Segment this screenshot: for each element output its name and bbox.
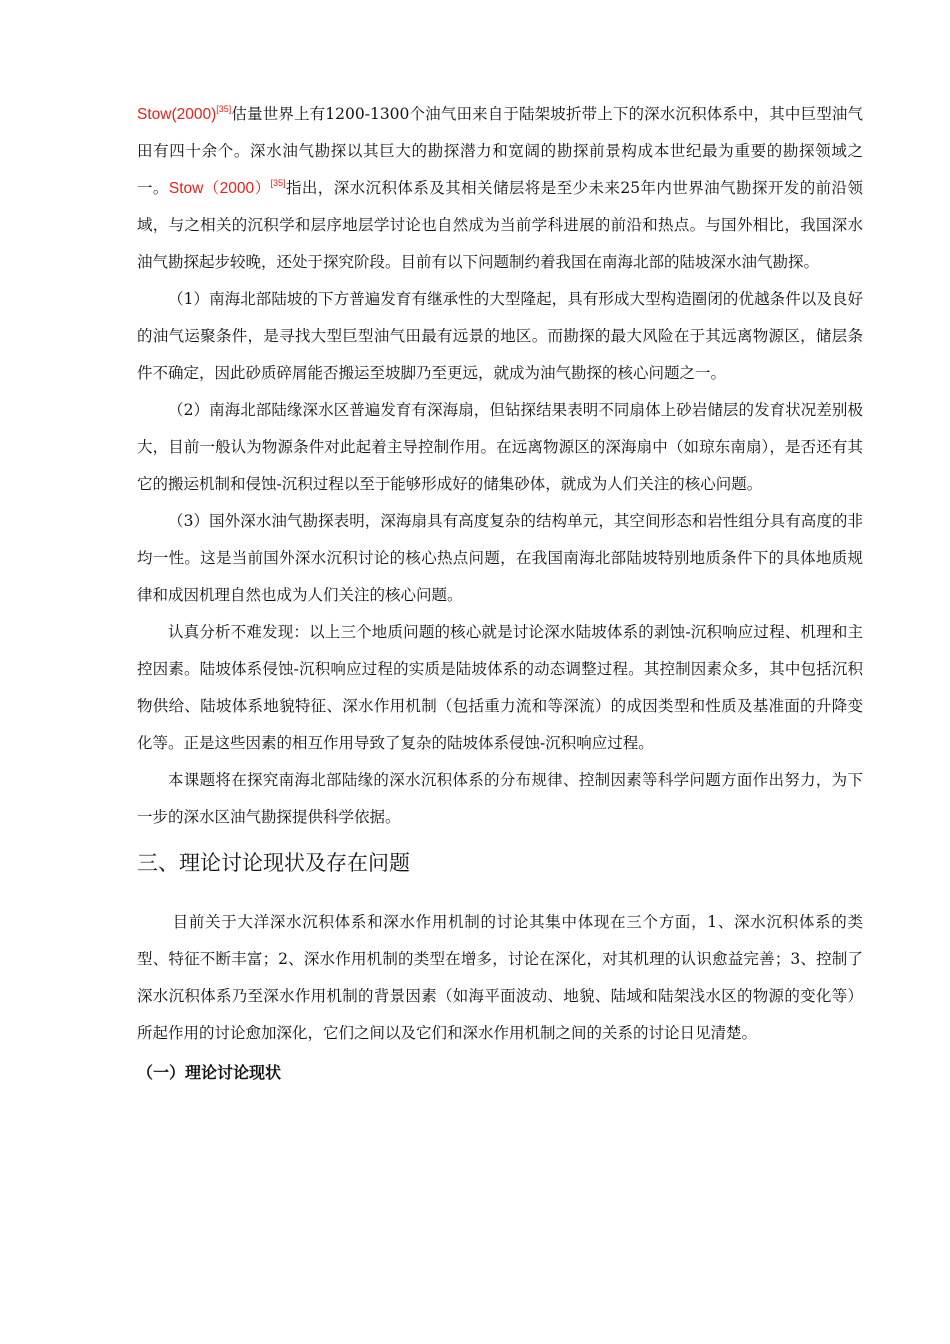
paragraph-problem-2: （2）南海北部陆缘深水区普遍发育有深海扇，但钻探结果表明不同扇体上砂岩储层的发育状况差别极大，目前一般认为物源条件对此起着主导控制作用。在远离物源区的深海扇中（如琼东南扇），是否还有其它的搬运机制和侵蚀-沉积过程以至于能够形成好的储集砂体，就成为人们关注的核心问题。 — [137, 401, 863, 493]
paragraph-project-goal: 本课题将在探究南海北部陆缘的深水沉积体系的分布规律、控制因素等科学问题方面作出努力，为下一步的深水区油气勘探提供科学依据。 — [137, 771, 863, 826]
paragraph-analysis: 认真分析不难发现：以上三个地质问题的核心就是讨论深水陆坡体系的剥蚀-沉积响应过程、机理和主控因素。陆坡体系侵蚀-沉积响应过程的实质是陆坡体系的动态调整过程。其控制因素众多，其中包括沉积物供给、陆坡体系地貌特征、深水作用机制（包括重力流和等深流）的成因类型和性质及基准面的升降变化等。正是这些因素的相互作用导致了复杂的陆坡体系侵蚀-沉积响应过程。 — [137, 623, 863, 752]
section-heading-3: 三、理论讨论现状及存在问题 — [137, 851, 410, 875]
citation-stow-2: Stow（2000） — [168, 180, 271, 197]
paragraph-intro — [137, 96, 863, 281]
paragraph-problem-3: （3）国外深水油气勘探表明，深海扇具有高度复杂的结构单元，其空间形态和岩性组分具有高度的非均一性。这是当前国外深水沉积讨论的核心热点问题，在我国南海北部陆坡特别地质条件下的具体地质规律和成因机理自然也成为人们关注的核心问题。 — [137, 512, 863, 604]
paragraph-problem-1: （1）南海北部陆坡的下方普遍发育有继承性的大型隆起，具有形成大型构造圈闭的优越条件以及良好的油气运聚条件，是寻找大型巨型油气田最有远景的地区。而勘探的最大风险在于其远离物源区，储层条件不确定，因此砂质碎屑能否搬运至坡脚乃至更远，就成为油气勘探的核心问题之一。 — [137, 290, 863, 382]
document-page — [137, 96, 863, 1090]
subsection-heading-1: （一）理论讨论现状 — [137, 1063, 282, 1082]
paragraph-research-status: 目前关于大洋深水沉积体系和深水作用机制的讨论其集中体现在三个方面，1、深水沉积体系的类型、特征不断丰富；2、深水作用机制的类型在增多，讨论在深化，对其机理的认识愈益完善；3、控制了深水沉积体系乃至深水作用机制的背景因素（如海平面波动、地貌、陆域和陆架浅水区的物源的变化等）所起作用的讨论愈加深化，它们之间以及它们和深水作用机制之间的关系的讨论日见清楚。 — [137, 913, 863, 1042]
citation-ref-2: [35] — [270, 178, 286, 188]
paragraph-intro-text-1: 估量世界上有1200-1300个油气田来自于陆架坡折带上下的深水沉积体系中，其中巨型油气田有四十余个。深水油气勘探以其巨大的勘探潜力和宽阔的勘探前景构成本世纪最为重要的勘探领域之一。 — [137, 105, 863, 197]
paragraph-intro-text-2: 指出，深水沉积体系及其相关储层将是至少未来25年内世界油气勘探开发的前沿领域，与之相关的沉积学和层序地层学讨论也自然成为当前学科进展的前沿和热点。与国外相比，我国深水油气勘探起步较晚，还处于探究阶段。目前有以下问题制约着我国在南海北部的陆坡深水油气勘探。 — [137, 179, 863, 271]
citation-stow-1: Stow(2000) — [137, 106, 217, 123]
citation-ref-1: [35] — [216, 104, 232, 114]
